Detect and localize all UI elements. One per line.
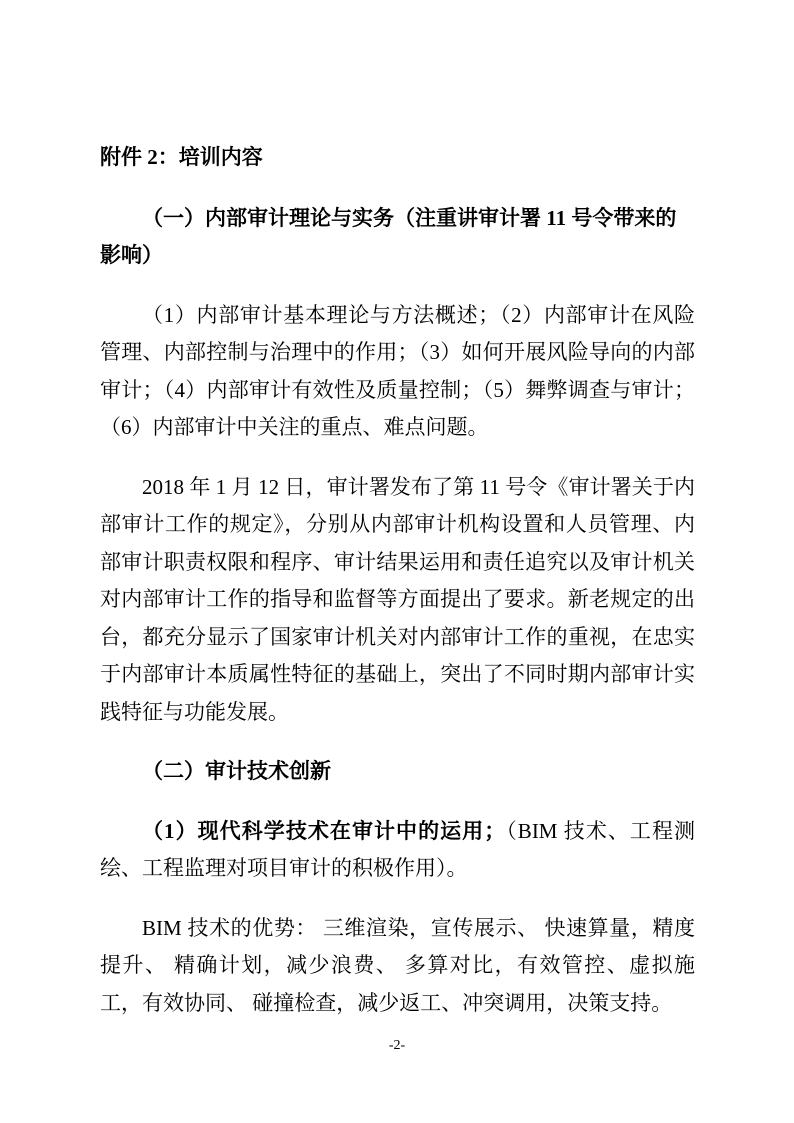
section-2-item-1-regular-text: （BIM 技术、工程测绘、工程监理对项目审计的积极作用）。: [100, 818, 695, 880]
attachment-title: 附件 2：培训内容: [100, 145, 263, 169]
section-2-heading: （二）审计技术创新: [142, 759, 331, 783]
section-2-bim-advantages-paragraph: BIM 技术的优势： 三维渲染，宣传展示、 快速算量，精度提升、 精确计划，减少浪费、 多算对比，有效管控、虚拟施工，有效协同、 碰撞检查，减少返工、冲突调用，决策支持。: [100, 915, 695, 1015]
section-1-topics-paragraph: （1）内部审计基本理论与方法概述；（2）内部审计在风险管理、内部控制与治理中的作用；（3）如何开展风险导向的内部审计；（4）内部审计有效性及质量控制；（5）舞弊调查与审计；（6）内部审计中关注的重点、难点问题。: [100, 302, 695, 439]
section-2-item-1-bold-text: （1）现代科学技术在审计中的运用；: [142, 818, 506, 843]
document-content: [100, 139, 695, 1044]
section-2-item-1-paragraph: [100, 813, 695, 888]
section-1-heading: （一）内部审计理论与实务（注重讲审计署 11 号令带来的影响）: [100, 205, 677, 267]
page-number: -2-: [388, 1038, 406, 1053]
section-1-regulation-paragraph: 2018 年 1 月 12 日，审计署发布了第 11 号令《审计署关于内部审计工作的规定》，分别从内部审计机构设置和人员管理、内部审计职责权限和程序、审计结果运用和责任追究以及审计机关对内部审计工作的指导和监督等方面提出了要求。新老规定的出台，都充分显示了国家审计机关对内部审计工作的重视，在忠实于内部审计本质属性特征的基础上，突出了不同时期内部审计实践特征与功能发展。: [100, 474, 695, 724]
